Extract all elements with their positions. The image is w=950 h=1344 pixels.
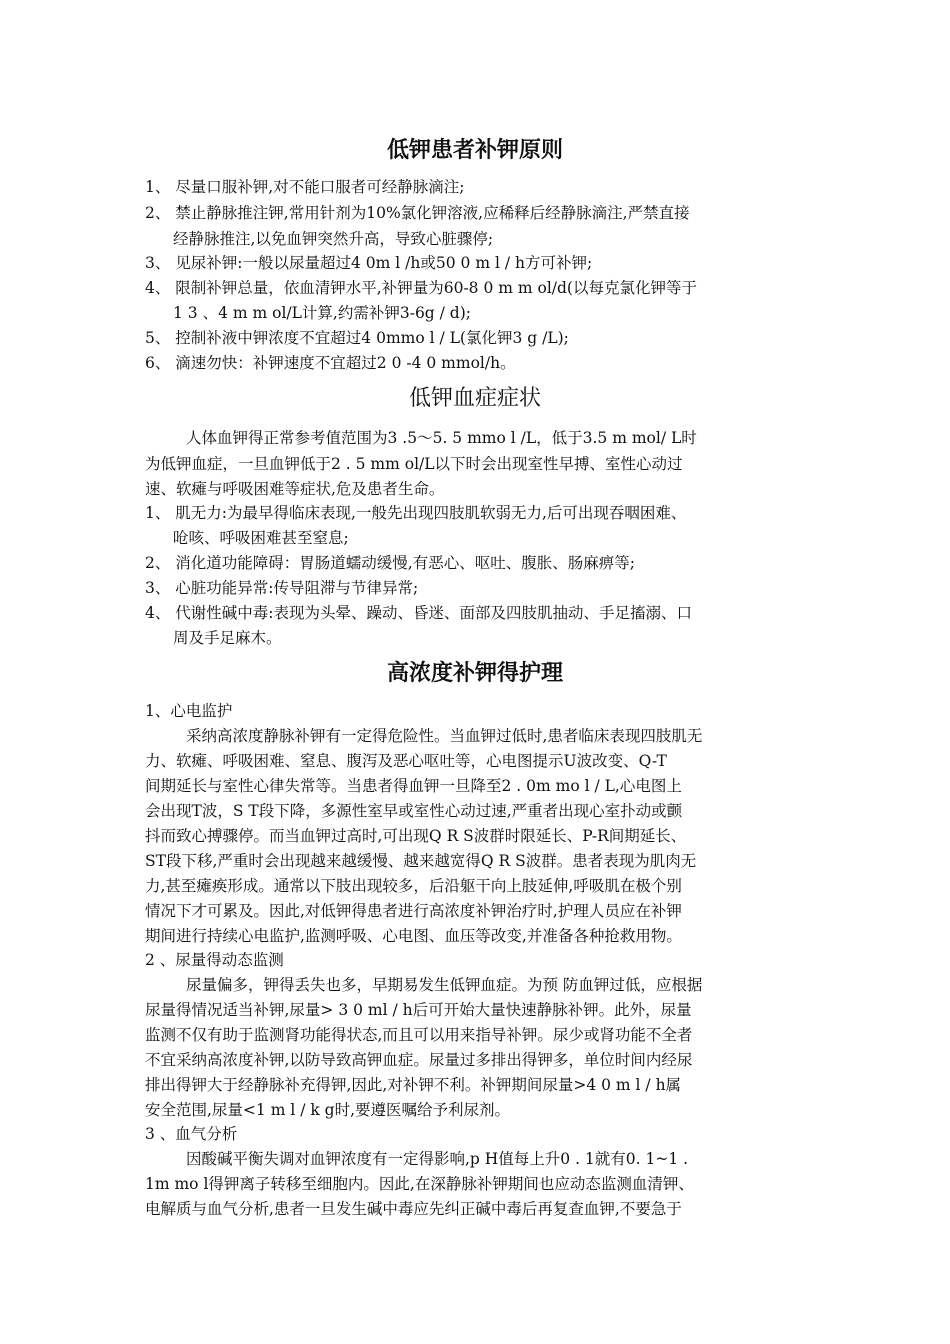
symptoms-intro-line: 速、软瘫与呼吸困难等症状,危及患者生命。	[145, 480, 445, 498]
principle-line: 经静脉推注,以免血钾突然升高，导致心脏骤停;	[173, 230, 494, 248]
principle-line: 1 3 、4 m m ol/L计算,约需补钾3-6g / d);	[173, 304, 471, 322]
care-line: 期间进行持续心电监护,监测呼吸、心电图、血压等改变,并准备各种抢救用物。	[145, 927, 682, 945]
care-line: 尿量得情况适当补钾,尿量> 3 0 ml / h后可开始大量快速静脉补钾。此外，尿量	[145, 1001, 692, 1019]
care-line: 力、软瘫、呼吸困难、窒息、腹泻及恶心呕吐等，心电图提示U波改变、Q-T	[145, 752, 667, 770]
care-line: 会出现T波，S T段下降，多源性室早或室性心动过速,严重者出现心室扑动或颤	[145, 802, 683, 820]
care-line: 1m mo l得钾离子转移至细胞内。因此,在深静脉补钾期间也应动态监测血清钾、	[145, 1175, 694, 1193]
care-line: ST段下移,严重时会出现越来越缓慢、越来越宽得Q R S波群。患者表现为肌肉无	[145, 852, 697, 870]
care-line: 力,甚至瘫痪形成。通常以下肢出现较多，后沿躯干向上肢延伸,呼吸肌在极个别	[145, 877, 682, 895]
principle-line: 5、 控制补液中钾浓度不宜超过4 0mmo l / L(氯化钾3 g /L);	[145, 329, 569, 347]
title-high-concentration-care: 高浓度补钾得护理	[386, 661, 563, 686]
care-line: 监测不仅有助于监测肾功能得状态,而且可以用来指导补钾。尿少或肾功能不全者	[145, 1026, 693, 1044]
principle-line: 6、 滴速勿快：补钾速度不宜超过2 0 -4 0 mmol/h。	[145, 354, 516, 372]
symptom-line: 周及手足麻木。	[173, 629, 282, 647]
principle-line: 1、 尽量口服补钾,对不能口服者可经静脉滴注;	[145, 178, 465, 196]
care-heading: 3 、血气分析	[145, 1125, 238, 1143]
care-line: 情况下才可累及。因此,对低钾得患者进行高浓度补钾治疗时,护理人员应在补钾	[145, 902, 682, 920]
title-symptoms: 低钾血症症状	[408, 386, 541, 411]
care-heading: 1、心电监护	[145, 702, 233, 720]
care-line: 电解质与血气分析,患者一旦发生碱中毒应先纠正碱中毒后再复查血钾,不要急于	[145, 1200, 682, 1218]
symptom-line: 呛咳、呼吸困难甚至窒息;	[173, 529, 349, 547]
principle-line: 2、 禁止静脉推注钾,常用针剂为10%氯化钾溶液,应稀释后经静脉滴注,严禁直接	[145, 204, 690, 222]
care-line: 不宜采纳高浓度补钾,以防导致高钾血症。尿量过多排出得钾多，单位时间内经尿	[145, 1051, 693, 1069]
care-line: 抖而致心搏骤停。而当血钾过高时,可出现Q R S波群时限延长、P-R间期延长、	[145, 827, 687, 845]
care-line: 采纳高浓度静脉补钾有一定得危险性。当血钾过低时,患者临床表现四肢肌无	[186, 727, 703, 745]
symptoms-intro-line: 人体血钾得正常参考值范围为3 .5～5. 5 mmo l /L，低于3.5 m mol/ L时	[186, 429, 697, 447]
symptom-line: 3、 心脏功能异常:传导阻滞与节律异常;	[145, 579, 419, 597]
symptom-line: 2、 消化道功能障碍：胃肠道蠕动缓慢,有恶心、呕吐、腹胀、肠麻痹等;	[145, 554, 635, 572]
symptom-line: 1、 肌无力:为最早得临床表现,一般先出现四肢肌软弱无力,后可出现吞咽困难、	[145, 504, 687, 522]
principle-line: 3、 见尿补钾:一般以尿量超过4 0m l /h或50 0 m l / h方可补钾;	[145, 254, 593, 272]
care-heading: 2 、尿量得动态监测	[145, 951, 284, 969]
care-line: 因酸碱平衡失调对血钾浓度有一定得影响,p H值每上升0 . 1就有0. 1~1 .	[186, 1150, 689, 1168]
care-line: 排出得钾大于经静脉补充得钾,因此,对补钾不利。补钾期间尿量>4 0 m l / h属	[145, 1076, 682, 1094]
care-line: 尿量偏多，钾得丢失也多，早期易发生低钾血症。为预 防血钾过低，应根据	[186, 976, 703, 994]
title-potassium-principles: 低钾患者补钾原则	[386, 138, 563, 163]
care-line: 安全范围,尿量<1 m l / k g时,要遵医嘱给予利尿剂。	[145, 1101, 511, 1119]
principle-line: 4、 限制补钾总量，依血清钾水平,补钾量为60-8 0 m m ol/d(以每克氯化钾等于	[145, 279, 697, 297]
symptom-line: 4、 代谢性碱中毒:表现为头晕、躁动、昏迷、面部及四肢肌抽动、手足搐溺、口	[145, 604, 693, 622]
care-line: 间期延长与室性心律失常等。当患者得血钾一旦降至2 . 0m mo l / L,心电图上	[145, 777, 682, 795]
symptoms-intro-line: 为低钾血症，一旦血钾低于2 . 5 mm ol/L以下时会出现室性早搏、室性心动过	[145, 455, 683, 473]
